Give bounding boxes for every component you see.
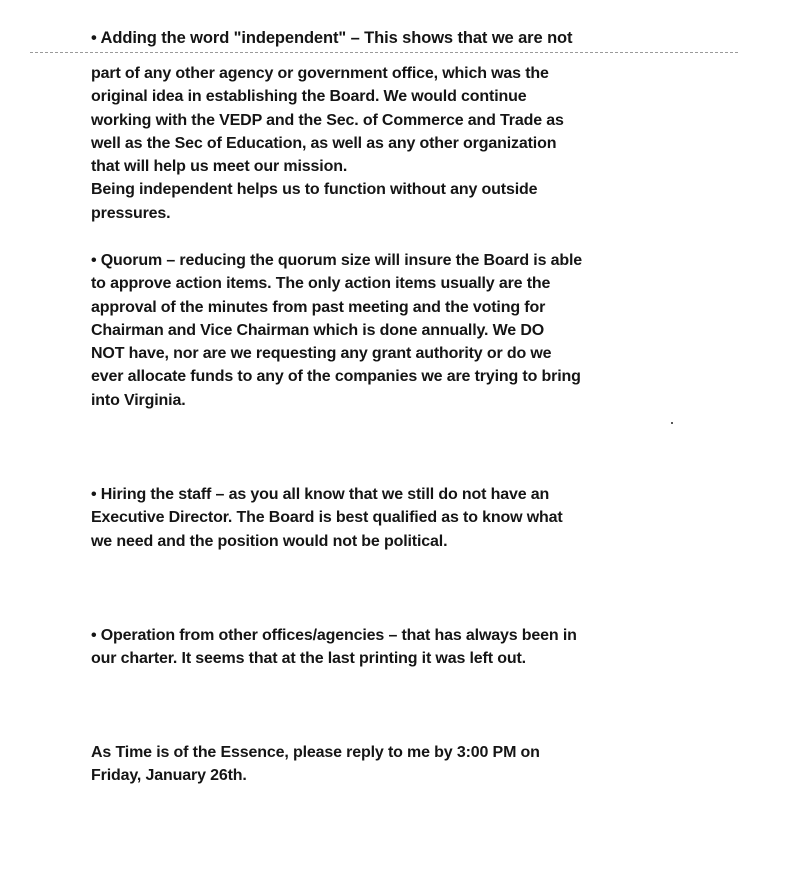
quorum-paragraph: • Quorum – reducing the quorum size will insure the Board is able to approve action items. The only action items usually are the approval of the minutes from past meeting and the voting for Chairman and Vice Chairman which is done annually. We DO NOT have, nor are we requesting any grant authority or do we ever allocate funds to any of the companies we are trying to bring into Virginia. — [91, 252, 583, 409]
hiring-staff-paragraph: • Hiring the staff – as you all know that we still do not have an Executive Director. The Board is best qualified as to know what we need and the position would not be political. — [91, 486, 563, 550]
page-break-line — [30, 52, 738, 53]
independent-paragraph: part of any other agency or government office, which was the original idea in establishing the Board. We would continue working with the VEDP and the Sec. of Commerce and Trade as well as the Sec of Education, as well as any other organization that will help us meet our mission. Being independent helps us to function without any outside pressures. — [91, 65, 564, 222]
operation-paragraph: • Operation from other offices/agencies – that has always been in our charter. It seems that at the last printing it was left out. — [91, 627, 577, 668]
reply-deadline-paragraph: As Time is of the Essence, please reply to me by 3:00 PM on Friday, January 26th. — [91, 744, 540, 785]
scan-speck — [671, 422, 673, 424]
independent-bullet-heading: • Adding the word "independent" – This shows that we are not — [91, 29, 573, 47]
